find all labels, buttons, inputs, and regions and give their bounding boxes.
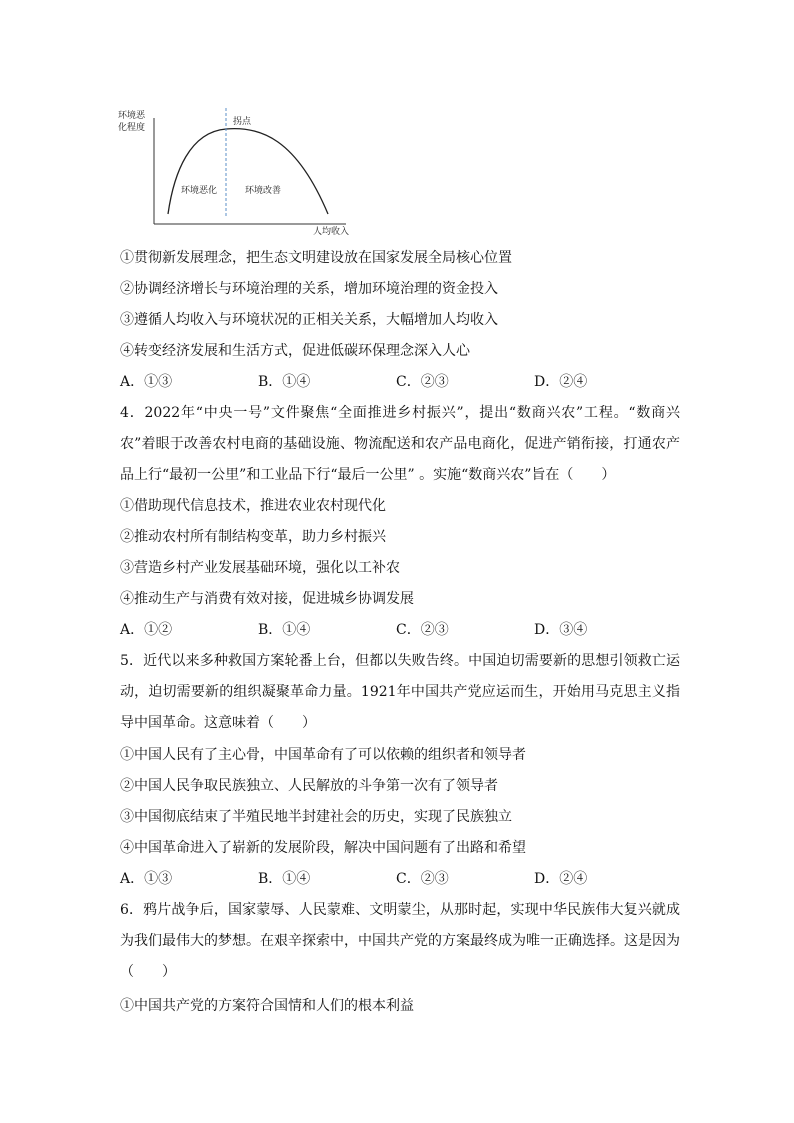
ylabel-line1: 环境恶 <box>118 111 146 121</box>
q5-option-4: ④中国革命进入了崭新的发展阶段，解决中国问题有了出路和希望 <box>120 840 526 856</box>
q3-option-1: ①贯彻新发展理念，把生态文明建设放在国家发展全局核心位置 <box>120 250 512 266</box>
right-region-label: 环境改善 <box>245 186 282 196</box>
curve-path <box>168 129 328 214</box>
q3-option-3: ③遵循人均收入与环境状况的正相关关系，大幅增加人均收入 <box>120 312 498 328</box>
q4-choice-d: D．③④ <box>534 622 588 638</box>
q4-option-1: ①借助现代信息技术，推进农业农村现代化 <box>120 498 386 514</box>
q4-choice-b: B．①④ <box>258 622 311 638</box>
q6-option-1: ①中国共产党的方案符合国情和人们的根本利益 <box>120 998 414 1014</box>
q4-choice-a: A．①② <box>120 622 173 638</box>
q5-choice-d: D．②④ <box>534 871 588 887</box>
environment-curve-figure <box>110 100 360 240</box>
q4-option-4: ④推动生产与消费有效对接，促进城乡协调发展 <box>120 591 414 607</box>
q5-choices <box>120 869 680 889</box>
q4-stem: 4．2022年“中央一号”文件聚焦“全面推进乡村振兴”，提出“数商兴农”工程。“数商兴农”着眼于改善农村电商的基础设施、物流配送和农产品电商化，促进产销衔接，打通农产品上行“最初一公里”和工业品下行“最后一公里” 。实施“数商兴农”旨在（ ） <box>120 405 680 483</box>
q5-option-1: ①中国人民有了主心骨，中国革命有了可以依赖的组织者和领导者 <box>120 747 526 763</box>
q5-choice-c: C．②③ <box>396 871 449 887</box>
q5-option-3: ③中国彻底结束了半殖民地半封建社会的历史，实现了民族独立 <box>120 809 512 825</box>
q3-option-2: ②协调经济增长与环境治理的关系，增加环境治理的资金投入 <box>120 281 498 297</box>
q3-choice-d: D．②④ <box>534 374 588 390</box>
q4-option-3: ③营造乡村产业发展基础环境，强化以工补农 <box>120 560 400 576</box>
q3-choices <box>120 372 680 392</box>
curve-svg <box>110 100 360 240</box>
q3-choice-c: C．②③ <box>396 374 449 390</box>
q5-choice-b: B．①④ <box>258 871 311 887</box>
peak-label: 拐点 <box>233 117 252 127</box>
xlabel: 人均收入 <box>313 227 350 237</box>
q5-option-2: ②中国人民争取民族独立、人民解放的斗争第一次有了领导者 <box>120 778 498 794</box>
q5-stem: 5．近代以来多种救国方案轮番上台，但都以失败告终。中国迫切需要新的思想引领救亡运动，迫切需要新的组织凝聚革命力量。1921年中国共产党应运而生，开始用马克思主义指导中国革命。这意味着（ ） <box>120 653 680 731</box>
q3-option-4: ④转变经济发展和生活方式，促进低碳环保理念深入人心 <box>120 343 470 359</box>
q4-option-2: ②推动农村所有制结构变革，助力乡村振兴 <box>120 529 386 545</box>
q5-choice-a: A．①③ <box>120 871 173 887</box>
ylabel-line2: 化程度 <box>118 123 146 133</box>
q4-choices <box>120 620 680 640</box>
q3-choice-b: B．①④ <box>258 374 311 390</box>
q6-stem: 6．鸦片战争后，国家蒙辱、人民蒙难、文明蒙尘，从那时起，实现中华民族伟大复兴就成为我们最伟大的梦想。在艰辛探索中，中国共产党的方案最终成为唯一正确选择。这是因为（ ） <box>120 902 680 980</box>
left-region-label: 环境恶化 <box>181 186 218 196</box>
q4-choice-c: C．②③ <box>396 622 449 638</box>
q3-choice-a: A．①③ <box>120 374 173 390</box>
